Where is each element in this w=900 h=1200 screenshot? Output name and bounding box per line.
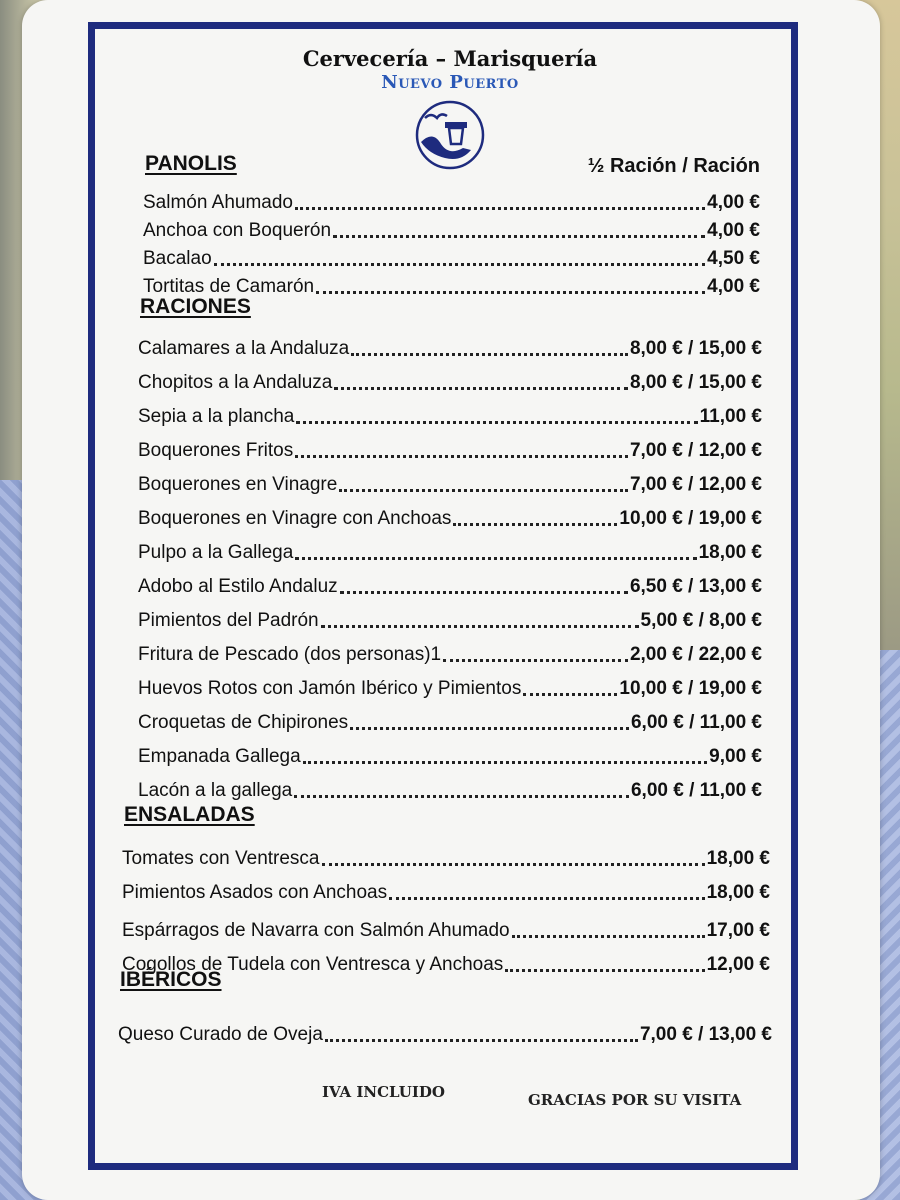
menu-item (138, 604, 762, 632)
menu-item-name: Chopitos a la Andaluza (138, 372, 333, 393)
menu-item-name: Queso Curado de Oveja (118, 1024, 323, 1045)
menu-item (143, 242, 760, 270)
dot-leader (325, 1033, 638, 1042)
dot-leader (443, 653, 628, 662)
menu-item (138, 570, 762, 598)
menu-item-price: 18,00 € (706, 848, 770, 869)
menu-item (122, 914, 770, 942)
dot-leader (512, 929, 705, 938)
footer-thanks: GRACIAS POR SU VISITA (528, 1091, 742, 1109)
menu-item (138, 672, 762, 700)
menu-item-price: 2,00 € / 22,00 € (629, 644, 762, 665)
menu-item-price: 18,00 € (698, 542, 762, 563)
menu-item-price: 8,00 € / 15,00 € (629, 338, 762, 359)
restaurant-type-title: Cervecería – Marisquería (302, 46, 598, 71)
menu-item-price: 7,00 € / 13,00 € (639, 1024, 772, 1045)
menu-item-price: 11,00 € (699, 406, 762, 427)
menu-item (122, 876, 770, 904)
menu-item (143, 186, 760, 214)
menu-item-price: 4,00 € (707, 220, 760, 241)
menu-item-price: 7,00 € / 12,00 € (629, 474, 762, 495)
menu-item-name: Boquerones Fritos (138, 440, 294, 461)
section-title-panolis: PANOLIS (145, 152, 237, 175)
dot-leader (316, 285, 705, 294)
menu-item (138, 638, 762, 666)
menu-item-price: 4,00 € (707, 192, 760, 213)
dot-leader (351, 347, 628, 356)
menu-item-name: Croquetas de Chipirones (138, 712, 349, 733)
menu-item (138, 332, 762, 360)
menu-item-price: 4,00 € (707, 276, 760, 297)
menu-item-price: 6,00 € / 11,00 € (630, 780, 762, 801)
section-title-ibericos: IBÉRICOS (120, 968, 222, 991)
dot-leader (453, 517, 617, 526)
dot-leader (295, 449, 628, 458)
menu-item-name: Calamares a la Andaluza (138, 338, 350, 359)
menu-item (143, 214, 760, 242)
dot-leader (294, 789, 629, 798)
section-title-ensaladas: ENSALADAS (124, 803, 255, 826)
menu-item-name: Cogollos de Tudela con Ventresca y Anchoas (122, 954, 504, 975)
menu-item (143, 270, 760, 298)
menu-item-price: 9,00 € (709, 746, 762, 767)
dot-leader (334, 381, 628, 390)
menu-item-name: Lacón a la gallega (138, 780, 293, 801)
seagull-boat-logo-icon (411, 100, 489, 170)
menu-item-name: Fritura de Pescado (dos personas)1 (138, 644, 442, 665)
menu-item-price: 18,00 € (706, 882, 770, 903)
menu-item-price: 10,00 € / 19,00 € (619, 678, 762, 699)
section-title-raciones: RACIONES (140, 295, 251, 318)
footer-tax-note: IVA INCLUIDO (322, 1083, 445, 1101)
menu-item-name: Espárragos de Navarra con Salmón Ahumado (122, 920, 510, 941)
dot-leader (295, 201, 705, 210)
dot-leader (339, 483, 628, 492)
menu-item-price: 12,00 € (706, 954, 770, 975)
menu-item-name: Pulpo a la Gallega (138, 542, 294, 563)
dot-leader (303, 755, 708, 764)
dot-leader (340, 585, 628, 594)
dot-leader (523, 687, 617, 696)
menu-item-name: Boquerones en Vinagre con Anchoas (138, 508, 452, 529)
menu-item-price: 6,50 € / 13,00 € (629, 576, 762, 597)
menu-item-name: Pimientos Asados con Anchoas (122, 882, 388, 903)
dot-leader (321, 619, 639, 628)
dot-leader (296, 415, 697, 424)
menu-item (138, 468, 762, 496)
menu-item (138, 366, 762, 394)
menu-item-name: Empanada Gallega (138, 746, 301, 767)
menu-item (138, 740, 762, 768)
menu-item-name: Bacalao (143, 248, 212, 269)
dot-leader (333, 229, 705, 238)
dot-leader (214, 257, 706, 266)
dot-leader (505, 963, 704, 972)
menu-item-price: 6,00 € / 11,00 € (630, 712, 762, 733)
menu-item (122, 842, 770, 870)
menu-item-name: Huevos Rotos con Jamón Ibérico y Pimientos (138, 678, 522, 699)
menu-item (138, 502, 762, 530)
menu-item-price: 4,50 € (707, 248, 760, 269)
menu-item (138, 400, 762, 428)
portion-column-header: ½ Ración / Ración (587, 155, 760, 177)
menu-item-price: 10,00 € / 19,00 € (619, 508, 762, 529)
menu-item (118, 1018, 772, 1046)
menu-item-name: Tomates con Ventresca (122, 848, 320, 869)
menu-item-price: 5,00 € / 8,00 € (640, 610, 762, 631)
menu-item-price: 8,00 € / 15,00 € (629, 372, 762, 393)
menu-item (138, 774, 762, 802)
menu-item-name: Adobo al Estilo Andaluz (138, 576, 338, 597)
restaurant-name: Nuevo Puerto (381, 72, 519, 93)
menu-item (138, 536, 762, 564)
menu-item (138, 434, 762, 462)
menu-item-price: 17,00 € (706, 920, 770, 941)
menu-item-name: Anchoa con Boquerón (143, 220, 332, 241)
dot-leader (350, 721, 629, 730)
menu-item-name: Boquerones en Vinagre (138, 474, 338, 495)
dot-leader (389, 891, 704, 900)
menu-item-name: Salmón Ahumado (143, 192, 293, 213)
dot-leader (295, 551, 696, 560)
menu-item (138, 706, 762, 734)
menu-item-name: Sepia a la plancha (138, 406, 295, 427)
menu-item-name: Pimientos del Padrón (138, 610, 319, 631)
dot-leader (322, 857, 705, 866)
menu-item-price: 7,00 € / 12,00 € (629, 440, 762, 461)
menu-item-name: Tortitas de Camarón (143, 276, 315, 297)
